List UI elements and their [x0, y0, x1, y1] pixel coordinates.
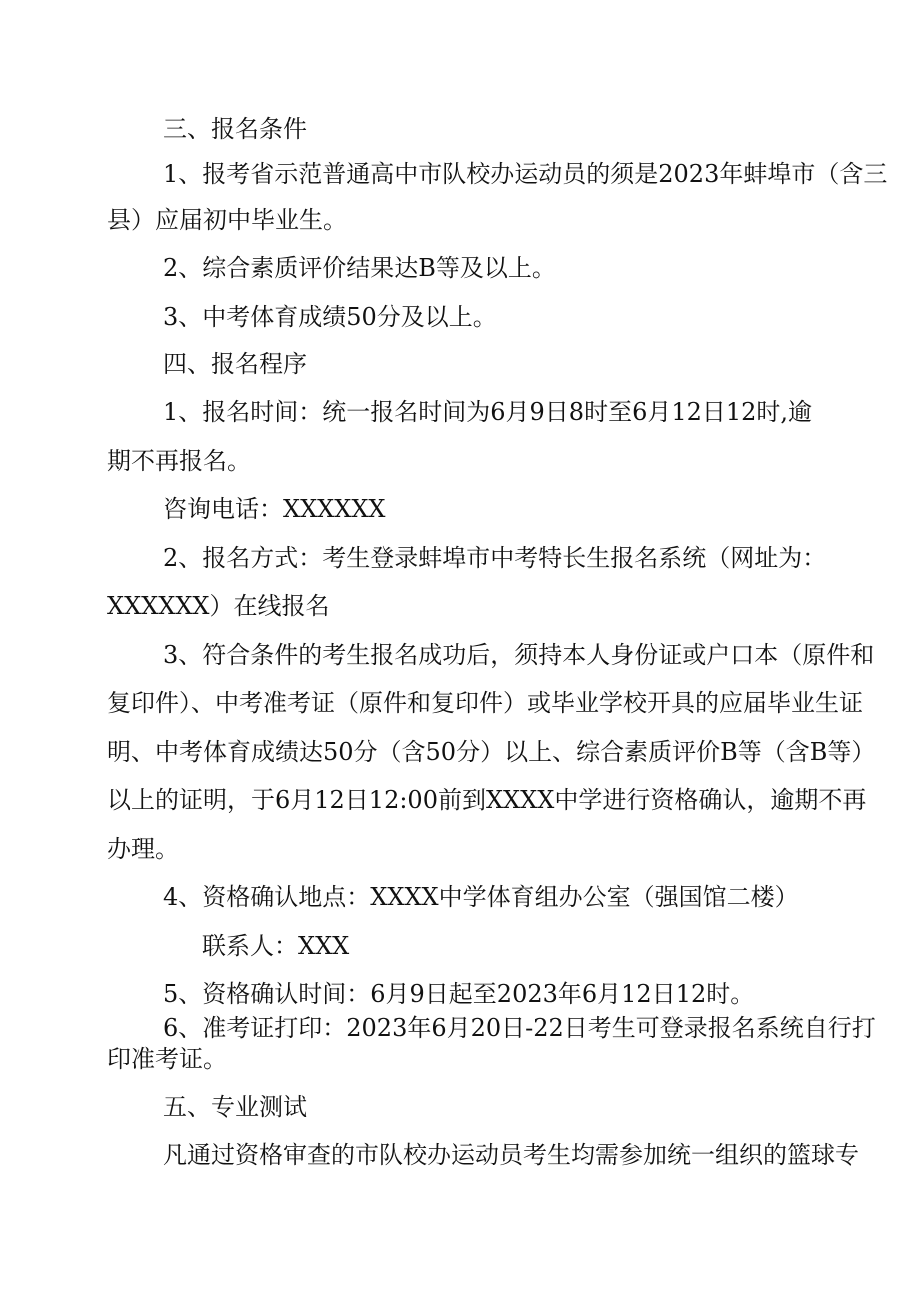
paragraph-line: 1、报名时间：统一报名时间为6月9日8时至6月12日12时,逾 — [163, 398, 813, 426]
paragraph-line: 县）应届初中毕业生。 — [107, 206, 347, 234]
paragraph-line: 印准考证。 — [107, 1045, 227, 1073]
paragraph-line: 凡通过资格审查的市队校办运动员考生均需参加统一组织的篮球专 — [163, 1141, 859, 1169]
paragraph-line: 4、资格确认地点：XXXX中学体育组办公室（强国馆二楼） — [163, 883, 799, 911]
paragraph-line: 5、资格确认时间：6月9日起至2023年6月12日12时。 — [163, 980, 755, 1008]
paragraph-line: 以上的证明，于6月12日12:00前到XXXX中学进行资格确认，逾期不再 — [107, 786, 867, 814]
paragraph-line: 期不再报名。 — [107, 447, 251, 475]
section-heading-3: 三、报名条件 — [163, 115, 307, 143]
paragraph-line: 3、符合条件的考生报名成功后，须持本人身份证或户口本（原件和 — [163, 641, 875, 669]
section-heading-5: 五、专业测试 — [163, 1093, 307, 1121]
paragraph-line: 2、报名方式：考生登录蚌埠市中考特长生报名系统（网址为： — [163, 544, 827, 572]
paragraph-line: 联系人：XXX — [202, 932, 350, 960]
paragraph-line: 复印件）、中考准考证（原件和复印件）或毕业学校开具的应届毕业生证 — [107, 689, 863, 717]
paragraph-line: 明、中考体育成绩达50分（含50分）以上、综合素质评价B等（含B等） — [107, 738, 876, 766]
paragraph-line: 咨询电话：XXXXXX — [163, 495, 386, 523]
paragraph-line: 办理。 — [107, 835, 179, 863]
paragraph-line: 1、报考省示范普通高中市队校办运动员的须是2023年蚌埠市（含三 — [163, 160, 888, 188]
paragraph-line: 6、准考证打印：2023年6月20日-22日考生可登录报名系统自行打 — [163, 1014, 876, 1042]
paragraph-line: 2、综合素质评价结果达B等及以上。 — [163, 254, 556, 282]
section-heading-4: 四、报名程序 — [163, 350, 307, 378]
paragraph-line: 3、中考体育成绩50分及以上。 — [163, 303, 497, 331]
paragraph-line: XXXXXX）在线报名 — [107, 592, 330, 620]
